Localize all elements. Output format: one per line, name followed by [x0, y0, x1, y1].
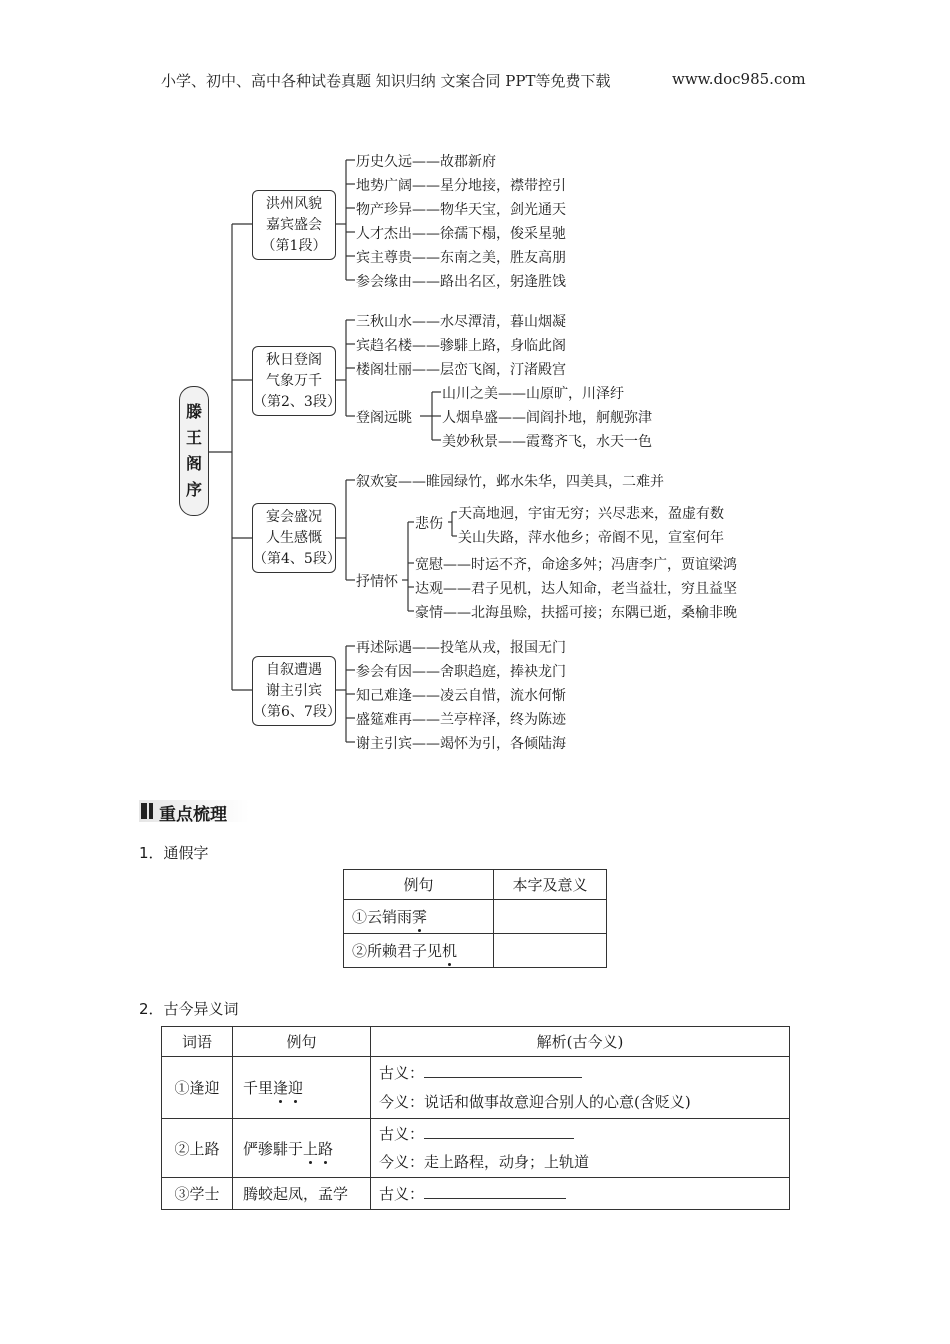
branch-line: 宴会盛况 — [266, 508, 322, 525]
q2-example: 腾蛟起凤，孟学 — [233, 1178, 371, 1210]
q2-example: 千里逢迎 — [233, 1057, 371, 1119]
leaf-item: 三秋山水——水尽潭清，暮山烟凝 — [356, 314, 566, 330]
branch-line: （第4、5段） — [253, 550, 341, 567]
q2-word: ③学士 — [162, 1178, 233, 1210]
answer-blank[interactable] — [424, 1184, 566, 1199]
q2-header: 词语 — [162, 1027, 233, 1057]
sorrow-label: 悲伤 — [415, 516, 443, 532]
q1-answer-cell[interactable] — [494, 934, 607, 968]
q2-example: 俨骖騑于上路 — [233, 1119, 371, 1178]
branch-box-2 — [252, 346, 341, 416]
branch-line: 气象万千 — [266, 372, 322, 389]
branch-line: 人生感慨 — [266, 529, 322, 546]
branch-box-4 — [252, 656, 341, 726]
leaf-item: 宽慰——时运不齐，命途多舛；冯唐李广，贾谊梁鸿 — [415, 557, 737, 573]
q1-title: 1．通假字 — [139, 844, 209, 862]
q1-header: 例句 — [344, 870, 494, 900]
leaf-item: 美妙秋景——霞鹜齐飞，水天一色 — [442, 434, 652, 450]
leaf-item: 达观——君子见机，达人知命，老当益壮，穷且益坚 — [415, 581, 737, 597]
q2-word: ①逢迎 — [162, 1057, 233, 1119]
branch-line: 嘉宾盛会 — [266, 216, 322, 233]
leaf-item: 宾主尊贵——东南之美，胜友高朋 — [356, 250, 566, 266]
leaf-item: 参会缘由——路出名区，躬逢胜饯 — [356, 274, 566, 290]
q2-analysis: 古义： 今义：说话和做事故意迎合别人的心意(含贬义) — [371, 1057, 790, 1119]
heading-bar-icon — [149, 803, 153, 819]
sub-node-label: 登阁远眺 — [356, 410, 412, 426]
mindmap-root — [179, 386, 209, 516]
q1-cell: ①云销雨霁 — [344, 900, 494, 934]
root-char: 阁 — [185, 454, 202, 473]
leaf-item: 知己难逢——凌云自惜，流水何惭 — [356, 688, 566, 704]
branch-line: 洪州风貌 — [266, 195, 322, 212]
leaf-item: 谢主引宾——竭怀为引，各倾陆海 — [356, 736, 566, 752]
q2-table — [161, 1026, 790, 1210]
leaf-item: 叙欢宴——睢园绿竹，邺水朱华，四美具，二难并 — [356, 474, 664, 490]
header-left-text: 小学、初中、高中各种试卷真题 知识归纳 文案合同 PPT等免费下载 — [161, 72, 611, 90]
root-char: 滕 — [185, 402, 202, 421]
leaf-item: 豪情——北海虽赊，扶摇可接；东隅已逝，桑榆非晚 — [415, 605, 737, 621]
leaf-item: 楼阁壮丽——层峦飞阁，汀渚殿宫 — [356, 362, 566, 378]
leaf-item: 盛筵难再——兰亭梓泽，终为陈迹 — [356, 712, 566, 728]
q2-analysis: 古义： 今义：走上路程，动身；上轨道 — [371, 1119, 790, 1178]
branch-box-1 — [252, 190, 336, 260]
branch-line: （第1段） — [261, 237, 327, 254]
q2-word: ②上路 — [162, 1119, 233, 1178]
q2-title: 2．古今异义词 — [139, 1000, 239, 1018]
answer-blank[interactable] — [424, 1063, 582, 1078]
root-char: 王 — [185, 428, 202, 447]
q2-analysis: 古义： — [371, 1178, 790, 1210]
q1-table — [343, 869, 607, 968]
q1-answer-cell[interactable] — [494, 900, 607, 934]
q2-header: 例句 — [233, 1027, 371, 1057]
leaf-item: 地势广阔——星分地接，襟带控引 — [356, 178, 566, 194]
q1-header: 本字及意义 — [494, 870, 607, 900]
branch-line: 秋日登阁 — [266, 351, 322, 368]
answer-blank[interactable] — [424, 1124, 574, 1139]
branch-box-3 — [252, 503, 341, 573]
leaf-item: 天高地迥，宇宙无穷；兴尽悲来，盈虚有数 — [458, 506, 724, 522]
branch-line: 自叙遭遇 — [266, 661, 322, 678]
section-title: 重点梳理 — [159, 805, 227, 825]
header-url-link[interactable]: www.doc985.com — [672, 70, 806, 88]
leaf-item: 关山失路，萍水他乡；帝阍不见，宣室何年 — [458, 530, 724, 546]
leaf-item: 历史久远——故郡新府 — [356, 154, 496, 170]
root-char: 序 — [185, 480, 202, 499]
heading-bar-icon — [141, 803, 147, 819]
q2-header: 解析(古今义) — [371, 1027, 790, 1057]
leaf-item: 参会有因——舍职趋庭，捧袂龙门 — [356, 664, 566, 680]
q1-cell: ②所赖君子见机 — [344, 934, 494, 968]
leaf-item: 人烟阜盛——闾阎扑地，舸舰弥津 — [442, 410, 652, 426]
leaf-item: 人才杰出——徐孺下榻，俊采星驰 — [356, 226, 566, 242]
leaf-item: 宾趋名楼——骖騑上路，身临此阁 — [356, 338, 566, 354]
branch-line: （第2、3段） — [253, 393, 341, 410]
leaf-item: 物产珍异——物华天宝，剑光通天 — [356, 202, 566, 218]
section-heading — [139, 800, 249, 825]
branch-line: （第6、7段） — [253, 703, 341, 720]
leaf-item: 再述际遇——投笔从戎，报国无门 — [356, 640, 566, 656]
leaf-item: 山川之美——山原旷，川泽纡 — [442, 386, 624, 402]
branch-line: 谢主引宾 — [266, 682, 322, 699]
sub-node-label: 抒情怀 — [356, 574, 398, 590]
